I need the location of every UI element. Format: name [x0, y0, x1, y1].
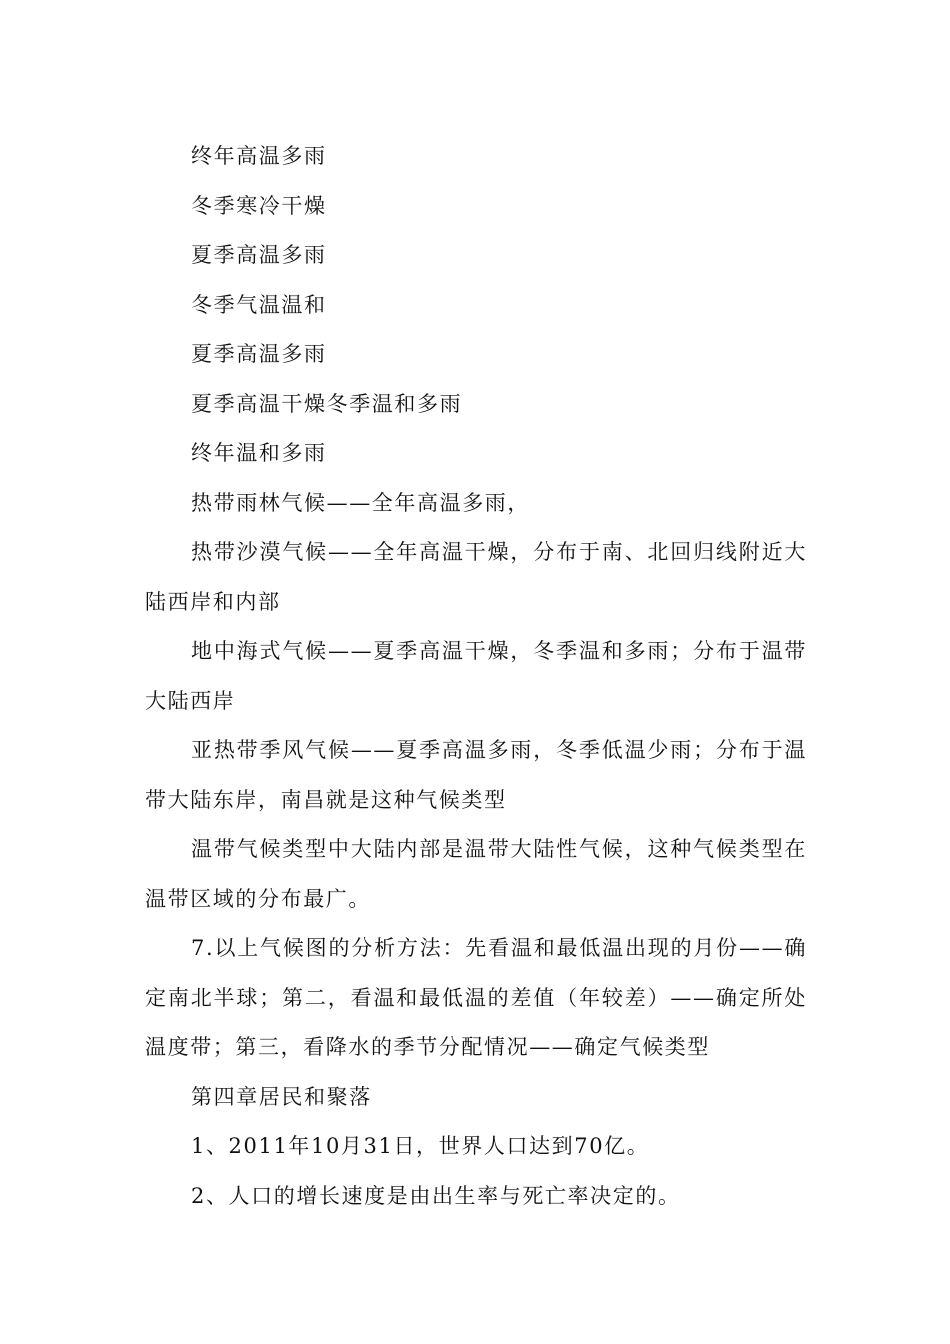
paragraph-population-1: 1、2011年10月31日，世界人口达到70亿。 — [191, 1134, 650, 1158]
paragraph-analysis-method: 7.以上气候图的分析方法：先看温和最低温出现的月份——确定南北半球；第二，看温和最低温的差值（年较差）——确定所处温度带；第三，看降水的季节分配情况——确定气候类型 — [145, 936, 807, 1059]
paragraph-population-2: 2、人口的增长速度是由出生率与死亡率决定的。 — [191, 1183, 681, 1208]
paragraph-climate-3: 夏季高温多雨 — [191, 243, 327, 267]
paragraph-subtropical-monsoon: 亚热带季风气候——夏季高温多雨，冬季低温少雨；分布于温带大陆东岸，南昌就是这种气候类型 — [145, 738, 807, 812]
paragraph-climate-4: 冬季气温温和 — [191, 292, 327, 317]
paragraph-tropical-rainforest: 热带雨林气候——全年高温多雨， — [191, 490, 530, 515]
paragraph-tropical-desert: 热带沙漠气候——全年高温干燥，分布于南、北回归线附近大陆西岸和内部 — [145, 540, 807, 614]
paragraph-climate-2: 冬季寒冷干燥 — [191, 193, 327, 218]
document-body — [145, 132, 807, 1221]
paragraph-climate-7: 终年温和多雨 — [191, 441, 327, 465]
paragraph-temperate-continental: 温带气候类型中大陆内部是温带大陆性气候，这种气候类型在温带区域的分布最广。 — [145, 837, 807, 911]
paragraph-climate-6: 夏季高温干燥冬季温和多雨 — [191, 391, 463, 416]
paragraph-mediterranean: 地中海式气候——夏季高温干燥，冬季温和多雨；分布于温带大陆西岸 — [145, 639, 807, 713]
paragraph-climate-5: 夏季高温多雨 — [191, 342, 327, 366]
paragraph-climate-1: 终年高温多雨 — [191, 144, 327, 168]
chapter-heading: 第四章居民和聚落 — [191, 1084, 372, 1109]
